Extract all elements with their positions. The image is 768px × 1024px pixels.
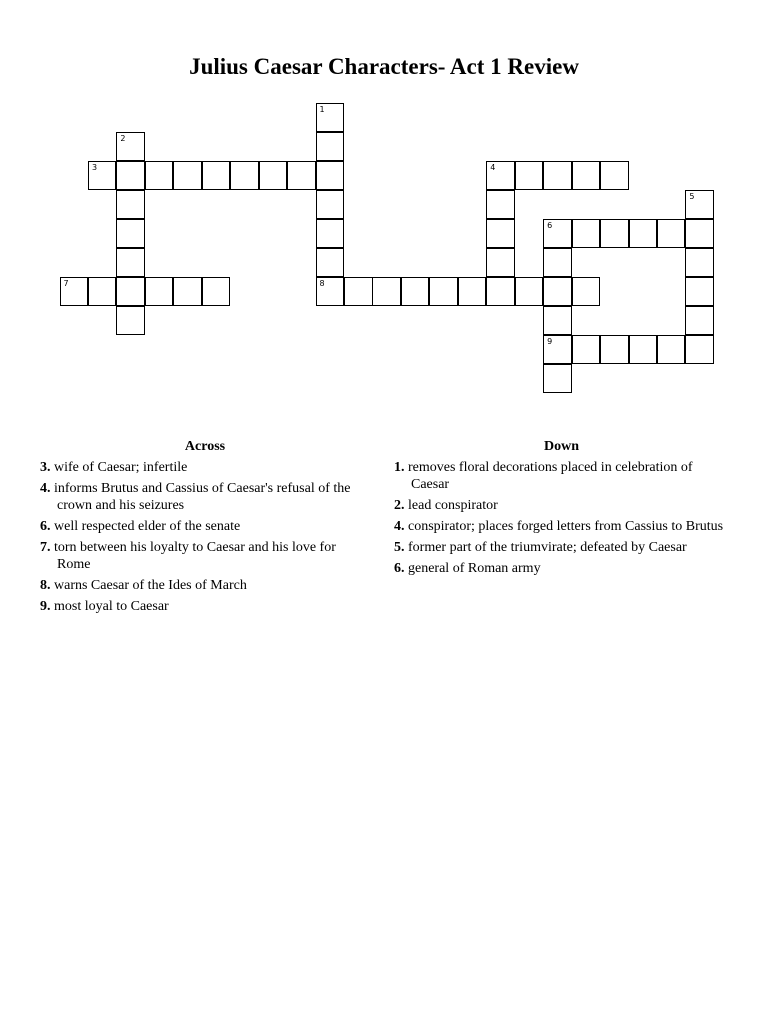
crossword-cell[interactable] xyxy=(629,219,658,248)
crossword-cell[interactable] xyxy=(486,248,515,277)
crossword-cell[interactable] xyxy=(486,277,515,306)
clue-number: 1. xyxy=(394,460,405,475)
clue-across-4 xyxy=(40,480,370,514)
clue-text: general of Roman army xyxy=(408,561,541,576)
crossword-cell[interactable] xyxy=(600,161,629,190)
crossword-cell[interactable] xyxy=(543,306,572,335)
crossword-cell[interactable] xyxy=(685,219,714,248)
clue-text: conspirator; places forged letters from Cassius to Brutus xyxy=(408,519,724,534)
crossword-cell[interactable] xyxy=(543,335,572,364)
clue-number: 4. xyxy=(40,481,51,496)
crossword-cell[interactable] xyxy=(685,248,714,277)
clue-number: 9. xyxy=(40,599,51,614)
crossword-cell[interactable] xyxy=(202,277,231,306)
crossword-cell[interactable] xyxy=(116,132,145,161)
cell-number: 5 xyxy=(689,191,695,201)
crossword-cell[interactable] xyxy=(287,161,316,190)
crossword-cell[interactable] xyxy=(685,306,714,335)
crossword-cell[interactable] xyxy=(543,161,572,190)
crossword-cell[interactable] xyxy=(316,161,345,190)
crossword-cell[interactable] xyxy=(145,277,174,306)
crossword-cell[interactable] xyxy=(202,161,231,190)
clue-number: 8. xyxy=(40,578,51,593)
clue-number: 3. xyxy=(40,460,51,475)
crossword-cell[interactable] xyxy=(316,248,345,277)
crossword-cell[interactable] xyxy=(145,161,174,190)
crossword-cell[interactable] xyxy=(685,277,714,306)
crossword-cell[interactable] xyxy=(344,277,373,306)
clue-down-6 xyxy=(394,560,729,577)
clue-down-2 xyxy=(394,497,729,514)
crossword-cell[interactable] xyxy=(600,219,629,248)
crossword-cell[interactable] xyxy=(316,103,345,132)
clue-text: informs Brutus and Cassius of Caesar's refusal of the crown and his seizures xyxy=(54,481,351,513)
clue-down-1 xyxy=(394,459,729,493)
crossword-cell[interactable] xyxy=(116,277,145,306)
cell-number: 8 xyxy=(319,278,325,288)
crossword-cell[interactable] xyxy=(259,161,288,190)
crossword-cell[interactable] xyxy=(458,277,487,306)
across-heading: Across xyxy=(184,439,226,454)
crossword-cell[interactable] xyxy=(685,335,714,364)
cell-number: 2 xyxy=(120,133,126,143)
crossword-cell[interactable] xyxy=(316,277,345,306)
clue-across-8 xyxy=(40,577,370,594)
crossword-cell[interactable] xyxy=(429,277,458,306)
crossword-cell[interactable] xyxy=(572,335,601,364)
clue-number: 6. xyxy=(40,519,51,534)
crossword-cell[interactable] xyxy=(116,219,145,248)
clue-text: most loyal to Caesar xyxy=(54,599,169,614)
cell-number: 9 xyxy=(547,336,553,346)
cell-number: 6 xyxy=(547,220,553,230)
clue-number: 6. xyxy=(394,561,405,576)
clue-text: removes floral decorations placed in celebration of Caesar xyxy=(408,460,693,492)
crossword-cell[interactable] xyxy=(572,277,601,306)
crossword-cell[interactable] xyxy=(173,277,202,306)
crossword-cell[interactable] xyxy=(230,161,259,190)
crossword-cell[interactable] xyxy=(116,190,145,219)
crossword-cell[interactable] xyxy=(116,161,145,190)
crossword-cell[interactable] xyxy=(600,335,629,364)
crossword-cell[interactable] xyxy=(543,219,572,248)
crossword-cell[interactable] xyxy=(685,190,714,219)
crossword-cell[interactable] xyxy=(486,161,515,190)
clue-text: lead conspirator xyxy=(408,498,498,513)
clue-text: warns Caesar of the Ides of March xyxy=(54,578,247,593)
cell-number: 7 xyxy=(63,278,69,288)
crossword-cell[interactable] xyxy=(486,190,515,219)
clue-text: torn between his loyalty to Caesar and his love for Rome xyxy=(54,540,336,572)
crossword-cell[interactable] xyxy=(88,277,117,306)
clue-number: 5. xyxy=(394,540,405,555)
clue-across-6 xyxy=(40,518,370,535)
down-heading: Down xyxy=(543,439,579,454)
clue-across-3 xyxy=(40,459,370,476)
crossword-cell[interactable] xyxy=(657,219,686,248)
crossword-cell[interactable] xyxy=(316,190,345,219)
clue-text: wife of Caesar; infertile xyxy=(54,460,188,475)
across-clues xyxy=(40,438,370,619)
crossword-cell[interactable] xyxy=(401,277,430,306)
crossword-grid xyxy=(0,0,768,420)
cell-number: 4 xyxy=(490,162,496,172)
down-clues xyxy=(394,438,729,581)
crossword-cell[interactable] xyxy=(486,219,515,248)
clue-number: 7. xyxy=(40,540,51,555)
clue-text: former part of the triumvirate; defeated by Caesar xyxy=(408,540,687,555)
crossword-cell[interactable] xyxy=(316,219,345,248)
crossword-cell[interactable] xyxy=(543,248,572,277)
crossword-cell[interactable] xyxy=(116,306,145,335)
clue-across-7 xyxy=(40,539,370,573)
clue-text: well respected elder of the senate xyxy=(54,519,241,534)
crossword-cell[interactable] xyxy=(543,277,572,306)
crossword-cell[interactable] xyxy=(515,161,544,190)
crossword-cell[interactable] xyxy=(572,161,601,190)
clue-down-5 xyxy=(394,539,729,556)
crossword-cell[interactable] xyxy=(116,248,145,277)
crossword-cell[interactable] xyxy=(173,161,202,190)
crossword-cell[interactable] xyxy=(629,335,658,364)
crossword-cell[interactable] xyxy=(515,277,544,306)
cell-number: 3 xyxy=(91,162,98,172)
clue-down-4 xyxy=(394,518,729,535)
crossword-cell[interactable] xyxy=(316,132,345,161)
crossword-cell[interactable] xyxy=(543,364,572,393)
clue-across-9 xyxy=(40,598,370,615)
crossword-cell[interactable] xyxy=(60,277,89,306)
crossword-cell[interactable] xyxy=(657,335,686,364)
crossword-cell[interactable] xyxy=(88,161,117,190)
clue-number: 4. xyxy=(394,519,405,534)
crossword-cell[interactable] xyxy=(372,277,401,306)
crossword-cell[interactable] xyxy=(572,219,601,248)
page-title: Julius Caesar Characters- Act 1 Review xyxy=(189,54,579,79)
clue-number: 2. xyxy=(394,498,405,513)
cell-number: 1 xyxy=(319,104,325,114)
